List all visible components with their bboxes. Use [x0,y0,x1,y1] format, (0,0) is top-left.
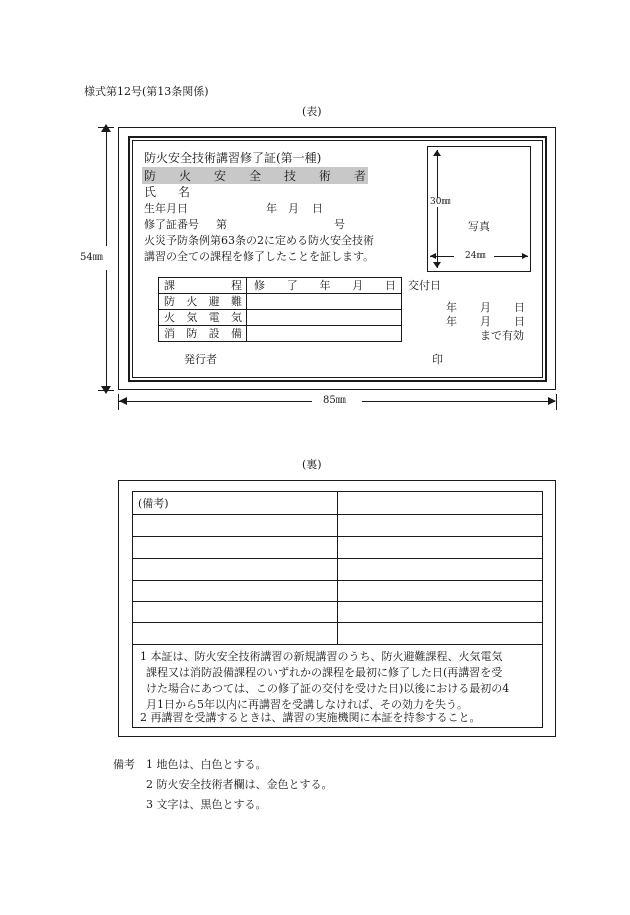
course-table-row-line-3 [158,325,402,326]
photo-width-label: 24㎜ [465,251,486,261]
back-row-line-6 [132,622,543,623]
back-row-line-5 [132,601,543,602]
back-note-line-5: 2 再講習を受講するときは、講習の実施機関に本証を持参すること。 [140,711,481,724]
photo-height-label: 30㎜ [430,197,451,207]
photo-arrow-right-icon [522,253,528,259]
certificate-subtitle: 防 火 安 全 技 術 者 [144,169,366,183]
front-label: (表) [302,105,322,118]
valid-until-label: まで有効 [480,329,524,342]
remarks-label: (備考) [138,497,169,510]
birth-year-unit: 年 [266,202,277,215]
issue-year-unit: 年 [446,301,457,314]
arrow-down-icon [101,386,111,394]
issue-day-unit: 日 [514,301,525,314]
back-note-line-1: 1 本証は、防火安全技術講習の新規講習のうち、防火避難課程、火気電気 [140,650,503,663]
course-row-fire-electric: 火 気 電 気 [164,311,242,324]
form-number: 様式第12号(第13条関係) [84,85,209,98]
back-row-line-1 [132,514,543,515]
back-row-line-7 [132,644,543,645]
valid-year-unit: 年 [446,315,457,328]
back-label: (裏) [302,458,322,471]
footnote-item-2: 2 防火安全技術者欄は、金色とする。 [146,778,333,791]
birth-day-unit: 日 [312,202,323,215]
cert-number-suffix: 号 [334,218,345,231]
dimension-line-horizontal-right [362,401,555,402]
photo-label: 写真 [468,220,490,233]
back-note-line-3: けた場合にあつては、この修了証の交付を受けた日)以後における最初の4 [146,682,510,695]
valid-month-unit: 月 [480,315,491,328]
course-table-row-line-2 [158,309,402,310]
footnote-item-3: 3 文字は、黒色とする。 [146,798,267,811]
issue-month-unit: 月 [480,301,491,314]
course-header: 課 程 [164,279,242,292]
back-row-line-4 [132,580,543,581]
arrow-up-icon [101,124,111,132]
course-row-fire-equipment: 消 防 設 備 [164,327,242,340]
dimension-line-horizontal-left [119,401,312,402]
footnote-item-1: 1 地色は、白色とする。 [146,758,267,771]
certificate-title: 防火安全技術講習修了証(第一種) [144,151,322,165]
arrow-right-icon [548,397,556,405]
arrow-left-icon [119,397,127,405]
statement-line-2: 講習の全ての課程を修了したことを証します。 [144,250,375,263]
issue-date-label: 交付日 [408,279,441,292]
completion-date-header: 修 了 年 月 日 [254,279,396,292]
course-table-row-line-1 [158,293,402,294]
course-row-fire-evacuation: 防 火 避 難 [164,295,242,308]
back-note-line-2: 課程又は消防設備課程のいずれかの課程を最初に修了した日(再講習を受 [146,666,503,679]
footnote-label: 備考 [113,758,135,771]
name-label: 氏 名 [144,185,190,199]
valid-day-unit: 日 [514,315,525,328]
cert-number-label: 修了証番号 [144,218,199,231]
birth-month-unit: 月 [288,202,299,215]
back-note-line-4: 月1日から5年以内に再講習を受講しなければ、その効力を失う。 [146,698,468,711]
photo-arrow-down-icon [433,262,441,268]
photo-height-line [437,150,438,268]
dimension-height-label: 54㎜ [80,252,103,263]
cert-number-prefix: 第 [216,218,227,231]
birth-date-label: 生年月日 [144,202,188,215]
seal-label: 印 [432,353,443,366]
dimension-tick-right [556,394,557,410]
photo-arrow-left-icon [430,253,436,259]
issuer-label: 発行者 [184,353,217,366]
dimension-line-vertical-upper [106,128,107,246]
statement-line-1: 火災予防条例第63条の2に定める防火安全技術 [144,234,374,247]
dimension-line-vertical-lower [106,270,107,390]
dimension-width-label: 85㎜ [323,395,346,406]
back-row-line-2 [132,536,543,537]
photo-arrow-up-icon [433,150,441,156]
back-row-line-3 [132,558,543,559]
